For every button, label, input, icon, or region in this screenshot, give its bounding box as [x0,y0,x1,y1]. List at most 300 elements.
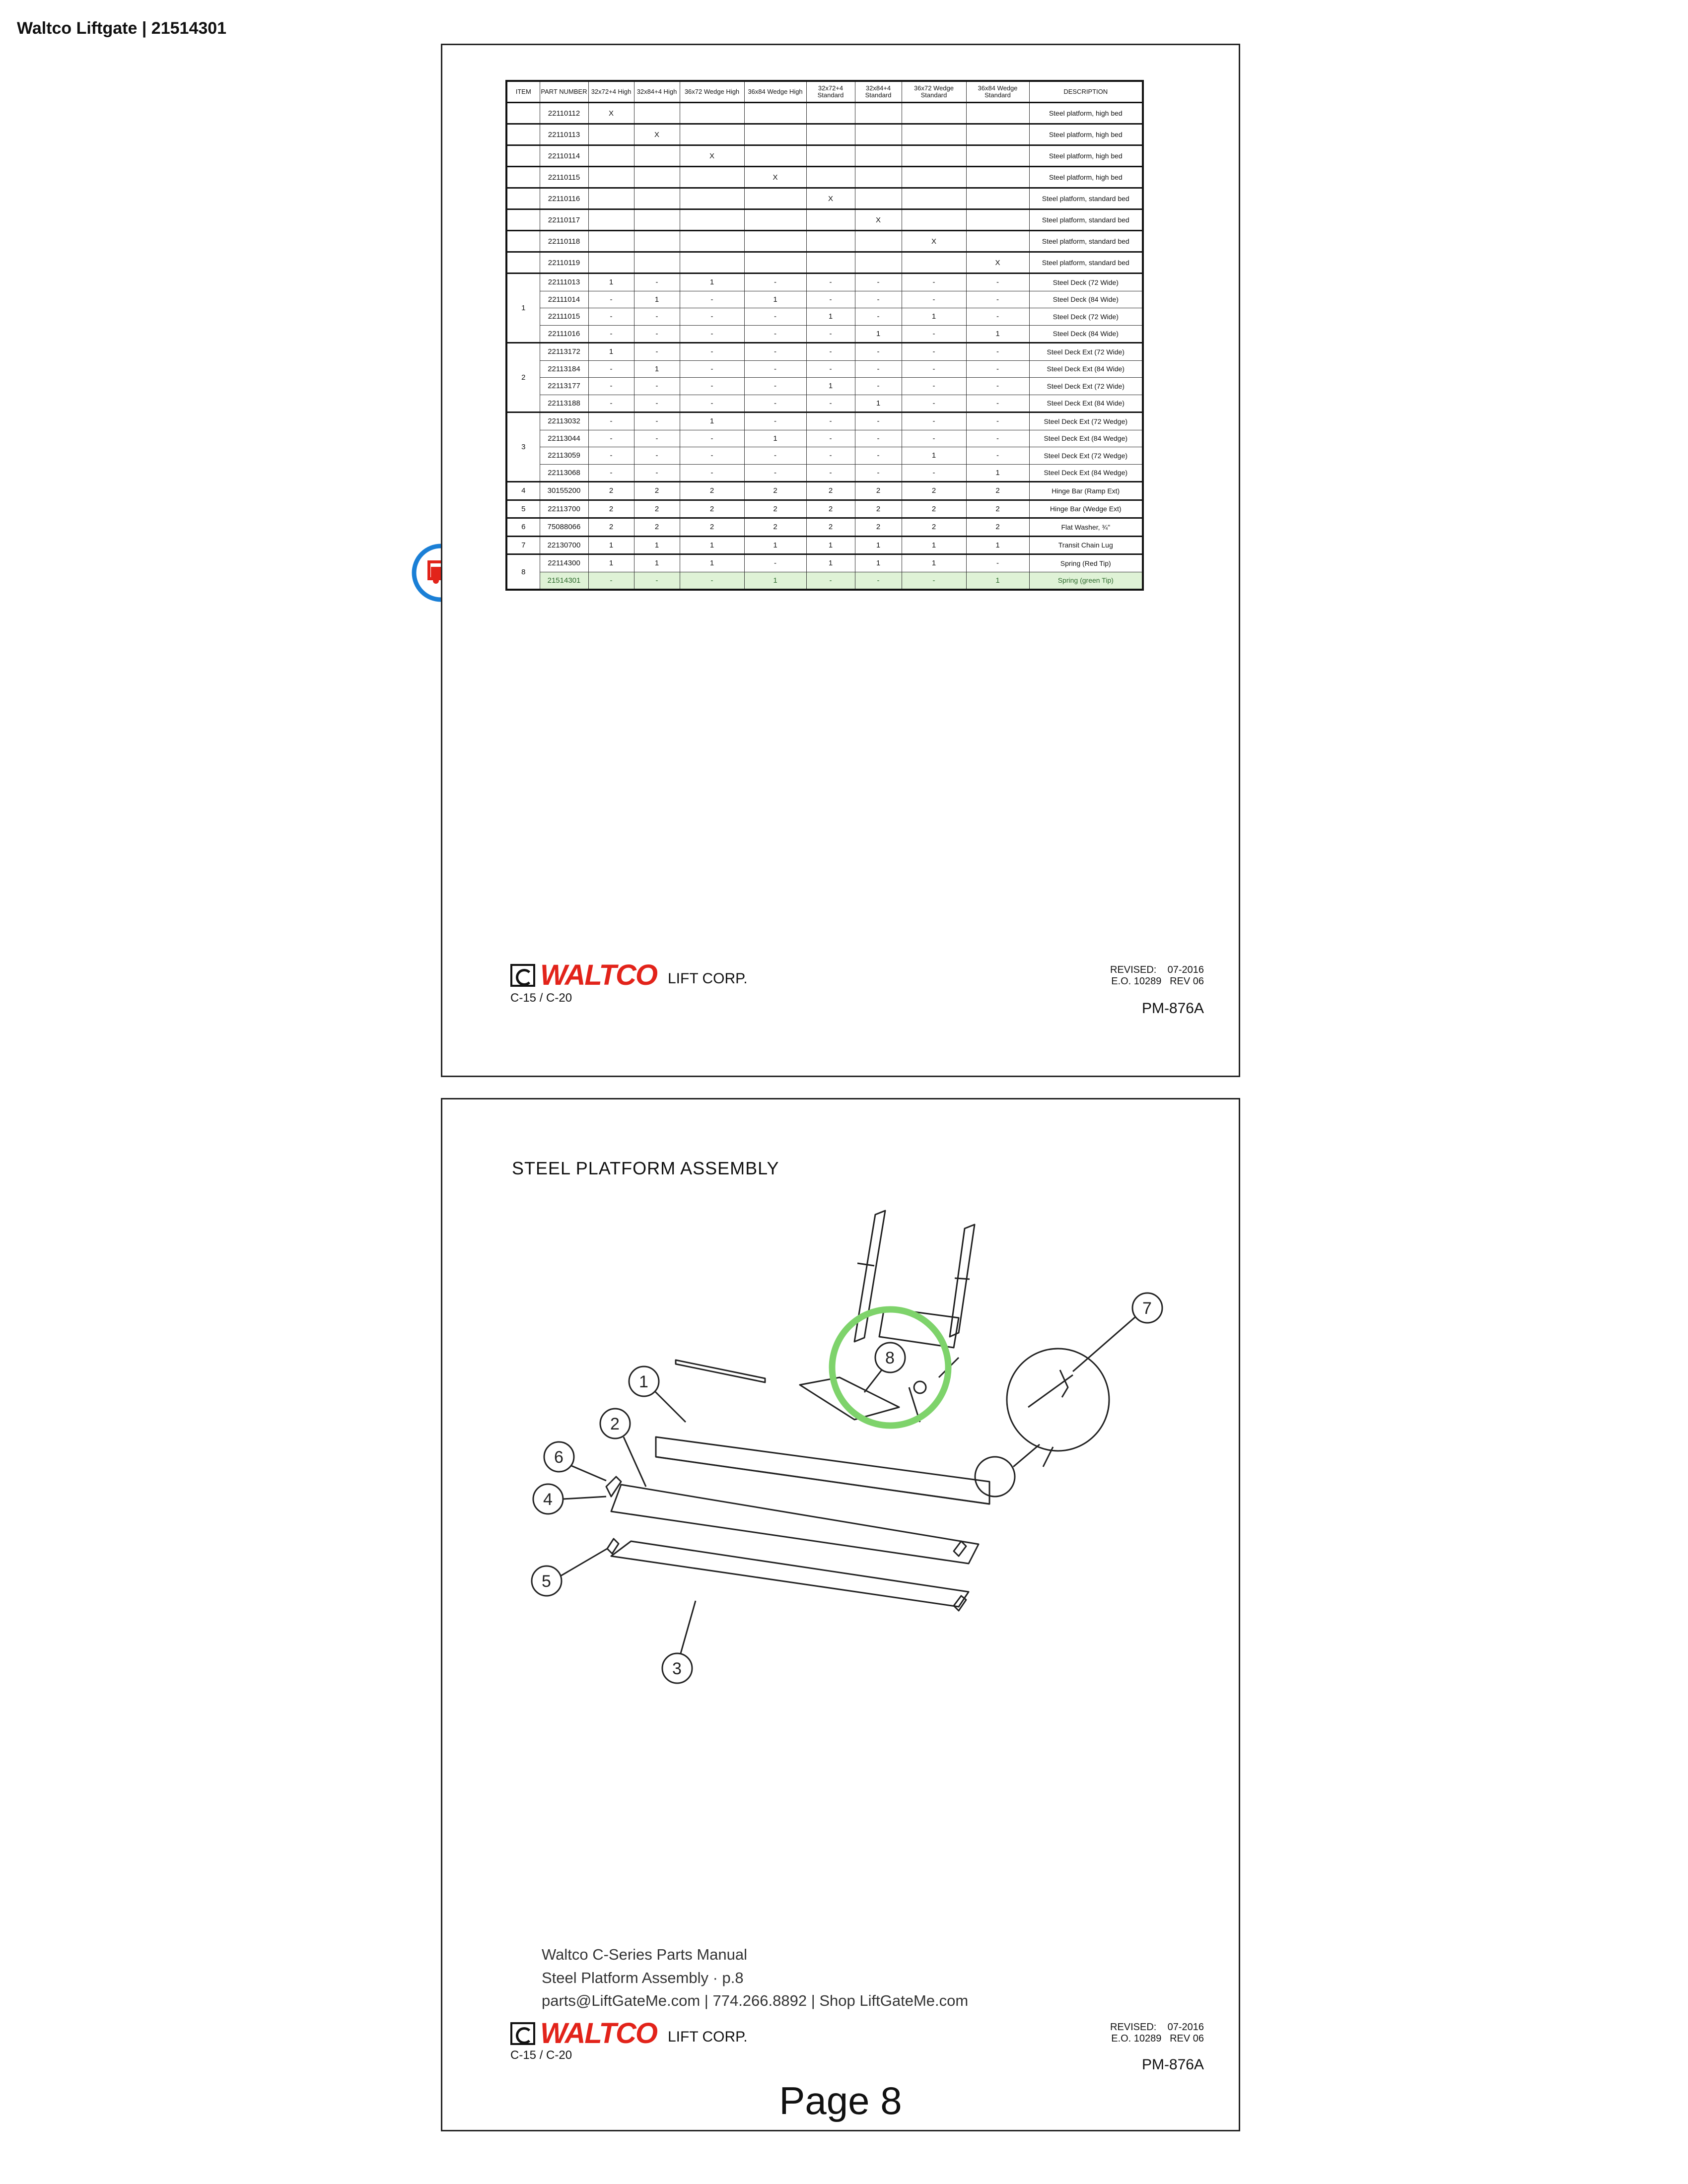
table-row [506,447,1143,465]
quantity-cell [634,145,680,167]
quantity-cell: - [680,343,744,361]
quantity-cell [902,103,966,124]
quantity-cell [680,252,744,273]
quantity-cell: X [634,124,680,145]
table-row [506,308,1143,326]
quantity-cell: 2 [902,500,966,518]
quantity-cell: 1 [855,395,902,412]
quantity-cell: - [966,273,1029,291]
quantity-cell: - [744,273,806,291]
quantity-cell [806,167,855,188]
part-number: 22113068 [540,464,588,482]
quantity-cell: 2 [588,482,634,500]
quantity-cell: - [806,430,855,447]
quantity-cell: - [855,378,902,395]
revised-label: REVISED: [1110,964,1157,975]
quantity-cell: 1 [680,536,744,554]
quantity-cell [634,252,680,273]
item-cell [506,231,540,252]
quantity-cell: - [966,447,1029,465]
quantity-cell [855,167,902,188]
quantity-cell: 1 [806,536,855,554]
description: Steel platform, high bed [1029,124,1143,145]
quantity-cell: - [634,343,680,361]
quantity-cell: - [680,447,744,465]
description: Steel Deck (72 Wide) [1029,273,1143,291]
quantity-cell: - [744,447,806,465]
quantity-cell: 1 [744,430,806,447]
quantity-cell: - [634,378,680,395]
quantity-cell: X [680,145,744,167]
quantity-cell: - [588,291,634,308]
quantity-cell [855,188,902,209]
detail-ring-small [975,1457,1015,1497]
quantity-cell [680,231,744,252]
quantity-cell: - [588,447,634,465]
quantity-cell: - [588,412,634,430]
quantity-cell: - [588,308,634,326]
quantity-cell: - [855,447,902,465]
part-number: 22111015 [540,308,588,326]
assembly-title: STEEL PLATFORM ASSEMBLY [512,1158,779,1178]
description: Steel platform, standard bed [1029,188,1143,209]
quantity-cell: - [902,291,966,308]
quantity-cell: - [744,325,806,343]
column-header: 36x72 Wedge Standard [902,81,966,103]
description: Spring (Red Tip) [1029,554,1143,572]
brand-name: WALTCO [540,959,657,991]
eo-number: E.O. 10289 [1111,2033,1162,2044]
quantity-cell: - [588,395,634,412]
column-header: 32x84+4 High [634,81,680,103]
svg-text:4: 4 [543,1490,553,1509]
part-number: 22110115 [540,167,588,188]
part-number: 22113700 [540,500,588,518]
part-number: 22113032 [540,412,588,430]
revision-block [1110,2022,1204,2045]
part-number: 22113184 [540,360,588,378]
quantity-cell [588,188,634,209]
quantity-cell: - [744,554,806,572]
callout-8 [864,1343,905,1392]
hinge-pin [914,1381,926,1393]
table-row [506,536,1143,554]
quantity-cell: - [588,464,634,482]
quantity-cell: - [680,360,744,378]
quantity-cell: X [588,103,634,124]
quantity-cell: - [966,395,1029,412]
quantity-cell: 1 [902,554,966,572]
quantity-cell: - [902,273,966,291]
quantity-cell: X [806,188,855,209]
quantity-cell: - [855,273,902,291]
quantity-cell: 2 [806,500,855,518]
column-header: ITEM [506,81,540,103]
quantity-cell [744,231,806,252]
brand-name: WALTCO [540,2017,657,2049]
description: Steel Deck Ext (84 Wedge) [1029,464,1143,482]
item-number: 3 [506,412,540,482]
quantity-cell: 1 [680,273,744,291]
quantity-cell: - [744,360,806,378]
part-number: 22110116 [540,188,588,209]
part-number: 21514301 [540,572,588,590]
revised-date: 07-2016 [1167,964,1204,975]
description: Steel Deck Ext (72 Wedge) [1029,412,1143,430]
quantity-cell: - [680,464,744,482]
quantity-cell: - [806,572,855,590]
quantity-cell: - [680,430,744,447]
quantity-cell [806,124,855,145]
contact-line[interactable]: parts@LiftGateMe.com | 774.266.8892 | Shop LiftGateMe.com [542,1992,969,2009]
quantity-cell [744,252,806,273]
table-row [506,145,1143,167]
quantity-cell [680,103,744,124]
quantity-cell [744,188,806,209]
part-number: 22113172 [540,343,588,361]
description: Hinge Bar (Wedge Ext) [1029,500,1143,518]
quantity-cell [855,231,902,252]
quantity-cell [902,188,966,209]
quantity-cell: - [902,378,966,395]
part-number: 22110119 [540,252,588,273]
part-number: 22110112 [540,103,588,124]
quantity-cell: 2 [902,482,966,500]
quantity-cell: 1 [806,554,855,572]
quantity-cell: - [680,308,744,326]
part-number: 22110117 [540,209,588,231]
table-row [506,188,1143,209]
item-cell [506,252,540,273]
description: Steel Deck Ext (84 Wide) [1029,395,1143,412]
quantity-cell [744,103,806,124]
part-number: 75088066 [540,518,588,537]
quantity-cell [588,124,634,145]
quantity-cell [744,145,806,167]
quantity-cell: 1 [855,554,902,572]
quantity-cell: X [855,209,902,231]
quantity-cell [902,145,966,167]
table-row [506,252,1143,273]
waltco-emblem-icon [510,2022,535,2045]
quantity-cell: 2 [966,518,1029,537]
description: Steel Deck Ext (84 Wide) [1029,360,1143,378]
table-row [506,412,1143,430]
quantity-cell: 1 [634,536,680,554]
column-header: PART NUMBER [540,81,588,103]
quantity-cell: - [744,308,806,326]
item-number: 2 [506,343,540,412]
description: Transit Chain Lug [1029,536,1143,554]
quantity-cell [680,188,744,209]
quantity-cell: 1 [966,325,1029,343]
quantity-cell: 1 [902,536,966,554]
pm-code: PM-876A [1141,1000,1204,1017]
table-row [506,103,1143,124]
top-rod [676,1360,765,1382]
item-number: 8 [506,554,540,590]
quantity-cell [806,252,855,273]
quantity-cell: - [855,291,902,308]
quantity-cell: 1 [588,343,634,361]
svg-text:3: 3 [672,1659,682,1678]
quantity-cell: 2 [680,518,744,537]
callout-6 [544,1442,606,1481]
description: Steel platform, high bed [1029,103,1143,124]
quantity-cell: 1 [855,325,902,343]
description: Spring (green Tip) [1029,572,1143,590]
detail-ring-large [1007,1349,1109,1451]
quantity-cell: - [806,273,855,291]
model-code: C-15 / C-20 [510,991,572,1005]
quantity-cell: 1 [680,412,744,430]
part-number: 22113044 [540,430,588,447]
quantity-cell: 1 [855,536,902,554]
table-row [506,482,1143,500]
description: Flat Washer, ¾" [1029,518,1143,537]
parts-list-page [441,44,1240,1077]
description: Steel platform, standard bed [1029,209,1143,231]
quantity-cell: 2 [855,500,902,518]
revised-label: REVISED: [1110,2022,1157,2033]
quantity-cell [902,252,966,273]
parts-table [505,80,1144,591]
quantity-cell [806,231,855,252]
table-row [506,430,1143,447]
quantity-cell: - [680,572,744,590]
item-number: 5 [506,500,540,518]
quantity-cell [966,209,1029,231]
quantity-cell: - [855,572,902,590]
quantity-cell [902,124,966,145]
manual-subtitle: Steel Platform Assembly · p.8 [542,1969,744,1986]
part-number: 22111016 [540,325,588,343]
quantity-cell: 2 [680,500,744,518]
quantity-cell: - [806,464,855,482]
quantity-cell: 1 [966,464,1029,482]
quantity-cell: - [855,430,902,447]
description: Steel platform, standard bed [1029,231,1143,252]
item-number: 7 [506,536,540,554]
quantity-cell: 1 [902,308,966,326]
svg-text:7: 7 [1142,1299,1152,1318]
quantity-cell: - [680,395,744,412]
column-header: 32x72+4 High [588,81,634,103]
description: Steel platform, high bed [1029,167,1143,188]
item-number: 4 [506,482,540,500]
quantity-cell [634,209,680,231]
quantity-cell: - [634,572,680,590]
quantity-cell [902,167,966,188]
quantity-cell: - [902,412,966,430]
quantity-cell: 1 [902,447,966,465]
svg-text:6: 6 [554,1448,563,1467]
quantity-cell: 1 [634,554,680,572]
quantity-cell: - [855,412,902,430]
description: Steel platform, standard bed [1029,252,1143,273]
quantity-cell: 2 [634,500,680,518]
svg-text:8: 8 [885,1349,895,1367]
quantity-cell: - [588,360,634,378]
column-header: 36x72 Wedge High [680,81,744,103]
quantity-cell: 1 [634,291,680,308]
table-row [506,209,1143,231]
table-header-row [506,81,1143,103]
quantity-cell: - [680,378,744,395]
description: Steel Deck Ext (72 Wide) [1029,343,1143,361]
rev-number: REV 06 [1170,2033,1204,2044]
table-row [506,395,1143,412]
description: Steel Deck (72 Wide) [1029,308,1143,326]
waltco-logo [510,958,748,992]
description: Steel Deck (84 Wide) [1029,291,1143,308]
quantity-cell: - [855,360,902,378]
quantity-cell: - [634,308,680,326]
quantity-cell: - [806,412,855,430]
quantity-cell: - [744,464,806,482]
quantity-cell: 1 [588,554,634,572]
description: Hinge Bar (Ramp Ext) [1029,482,1143,500]
table-row [506,273,1143,291]
revised-date: 07-2016 [1167,2022,1204,2033]
quantity-cell: - [902,430,966,447]
document-title: Waltco Liftgate | 21514301 [17,19,227,38]
part-number: 30155200 [540,482,588,500]
column-header: 32x72+4 Standard [806,81,855,103]
quantity-cell: - [966,378,1029,395]
quantity-cell [588,209,634,231]
item-cell [506,188,540,209]
eo-number: E.O. 10289 [1111,976,1162,987]
quantity-cell: - [855,343,902,361]
table-row [506,554,1143,572]
quantity-cell: 2 [855,482,902,500]
quantity-cell: 2 [588,518,634,537]
quantity-cell [966,231,1029,252]
quantity-cell: - [855,308,902,326]
column-header: DESCRIPTION [1029,81,1143,103]
quantity-cell [966,103,1029,124]
quantity-cell: - [806,395,855,412]
table-row [506,360,1143,378]
quantity-cell [588,145,634,167]
lift-corp-label: LIFT CORP. [667,2028,748,2045]
part-number: 22111014 [540,291,588,308]
quantity-cell: X [902,231,966,252]
quantity-cell: - [966,291,1029,308]
callout-2 [600,1409,646,1487]
quantity-cell [744,209,806,231]
description: Steel Deck Ext (72 Wedge) [1029,447,1143,465]
quantity-cell [588,167,634,188]
part-number: 22110118 [540,231,588,252]
quantity-cell: 2 [966,482,1029,500]
item-cell [506,145,540,167]
quantity-cell: 2 [680,482,744,500]
item-number: 6 [506,518,540,537]
manual-title: Waltco C-Series Parts Manual [542,1946,748,1963]
table-row [506,325,1143,343]
table-row [506,231,1143,252]
quantity-cell [855,124,902,145]
quantity-cell: 1 [680,554,744,572]
part-number: 22130700 [540,536,588,554]
quantity-cell: - [744,378,806,395]
quantity-cell: 2 [855,518,902,537]
quantity-cell [588,231,634,252]
quantity-cell: - [966,343,1029,361]
revision-block [1110,964,1204,987]
quantity-cell: 2 [744,518,806,537]
callout-4 [533,1484,606,1514]
quantity-cell: - [744,395,806,412]
table-row [506,167,1143,188]
table-row [506,343,1143,361]
quantity-cell [634,103,680,124]
quantity-cell [634,167,680,188]
quantity-cell: - [744,343,806,361]
column-header: 36x84 Wedge High [744,81,806,103]
column-header: 32x84+4 Standard [855,81,902,103]
quantity-cell: - [634,325,680,343]
quantity-cell: - [966,554,1029,572]
part-number: 22113188 [540,395,588,412]
table-row [506,464,1143,482]
quantity-cell: - [634,447,680,465]
rev-number: REV 06 [1170,976,1204,987]
quantity-cell [966,145,1029,167]
quantity-cell: X [744,167,806,188]
callout-7 [1073,1293,1162,1371]
quantity-cell: - [588,325,634,343]
part-number: 22113177 [540,378,588,395]
pm-code: PM-876A [1141,2056,1204,2073]
table-row [506,291,1143,308]
quantity-cell: - [806,360,855,378]
quantity-cell: - [806,343,855,361]
quantity-cell [966,167,1029,188]
quantity-cell [855,103,902,124]
quantity-cell [855,252,902,273]
quantity-cell: - [902,360,966,378]
quantity-cell [680,209,744,231]
quantity-cell: - [902,572,966,590]
quantity-cell: - [806,325,855,343]
part-number: 22110113 [540,124,588,145]
item-number: 1 [506,273,540,343]
quantity-cell: - [966,360,1029,378]
quantity-cell [744,124,806,145]
description: Steel Deck Ext (72 Wide) [1029,378,1143,395]
quantity-cell: - [806,447,855,465]
assembly-page [441,1098,1240,2131]
lift-corp-label: LIFT CORP. [667,970,748,987]
quantity-cell: 2 [902,518,966,537]
svg-text:1: 1 [639,1372,648,1391]
quantity-cell [680,124,744,145]
svg-text:2: 2 [610,1415,620,1433]
quantity-cell: 2 [634,518,680,537]
quantity-cell [806,209,855,231]
table-row [506,378,1143,395]
quantity-cell [966,124,1029,145]
quantity-cell: 1 [634,360,680,378]
table-row [506,518,1143,537]
quantity-cell: - [680,291,744,308]
part-number: 22111013 [540,273,588,291]
quantity-cell: - [588,572,634,590]
quantity-cell: - [634,430,680,447]
